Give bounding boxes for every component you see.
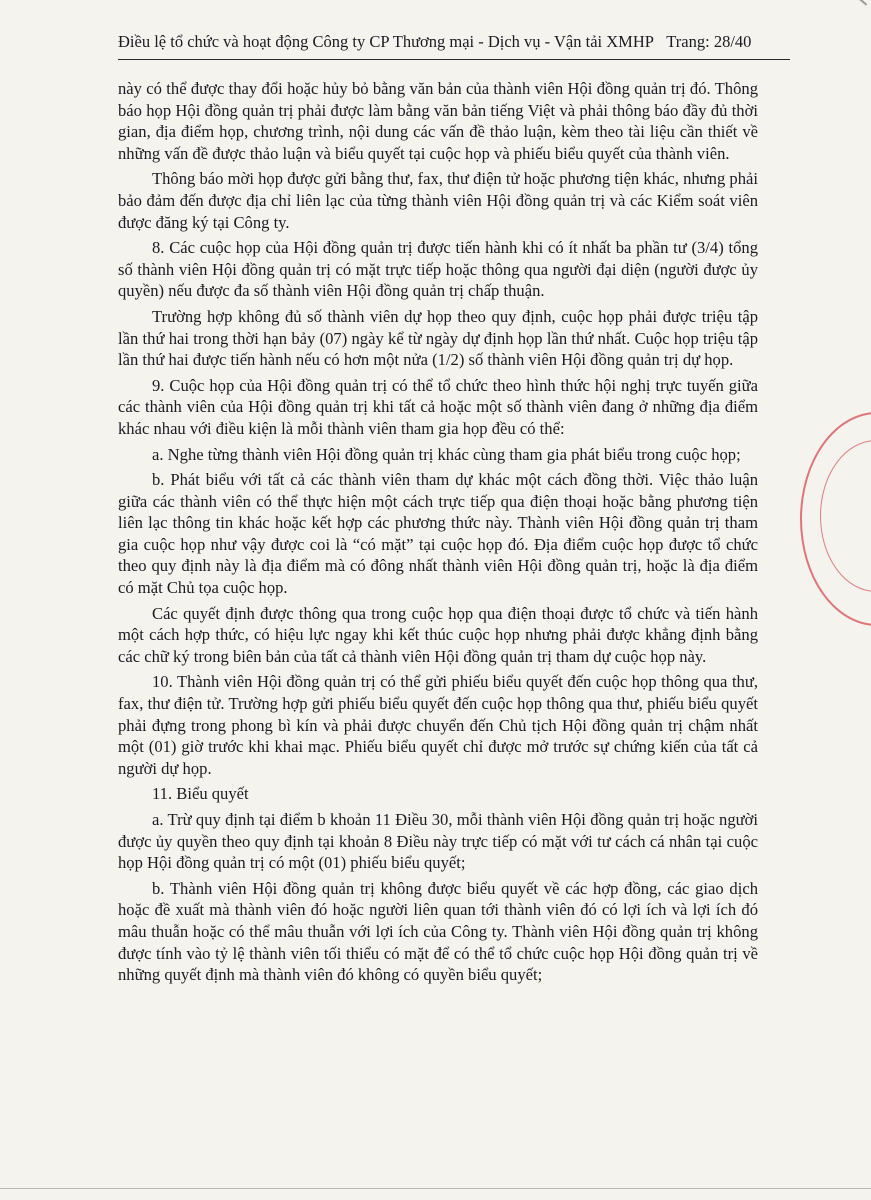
header-title: Điều lệ tổ chức và hoạt động Công ty CP Thương mại - Dịch vụ - Vận tải XMHP [118, 32, 654, 51]
paragraph: a. Nghe từng thành viên Hội đồng quản trị khác cùng tham gia phát biểu trong cuộc họp; [152, 444, 741, 464]
paragraph: 9. Cuộc họp của Hội đồng quản trị có thể tổ chức theo hình thức hội nghị trực tuyến giữa các thành viên của Hội đồng quản trị khi tất cả hoặc một số thành viên đang ở những địa điểm khác nhau với điều kiện là mỗi thành viên tham gia họp đều có thể: [118, 375, 758, 438]
header-rule [118, 59, 790, 60]
paragraph: Thông báo mời họp được gửi bằng thư, fax, thư điện tử hoặc phương tiện khác, nhưng phải bảo đảm đến được địa chỉ liên lạc của từng thành viên Hội đồng quản trị và các Kiểm soát viên được đăng ký tại Công ty. [118, 169, 758, 232]
page-number: Trang: 28/40 [666, 32, 752, 51]
scan-mark [857, 0, 867, 6]
paragraph: b. Phát biểu với tất cả các thành viên tham dự khác một cách đồng thời. Việc thảo luận giữa các thành viên có thể thực hiện một cách trực tiếp qua điện thoại hoặc bằng phương tiện liên lạc thông tin khác hoặc kết hợp các phương thức này. Thành viên Hội đồng quản trị tham gia cuộc họp như vậy được coi là “có mặt” tại cuộc họp đó. Địa điểm cuộc họp được tổ chức theo quy định này là địa điểm mà có đông nhất thành viên Hội đồng quản trị, hoặc là địa điểm có mặt Chủ tọa cuộc họp. [118, 470, 758, 598]
page-header [118, 32, 790, 52]
paragraph: a. Trừ quy định tại điểm b khoản 11 Điều 30, mỗi thành viên Hội đồng quản trị hoặc người được ủy quyền theo quy định tại khoản 8 Điều này trực tiếp có mặt với tư cách cá nhân tại cuộc họp Hội đồng quản trị có một (01) phiếu biểu quyết; [118, 810, 758, 873]
paragraph: Các quyết định được thông qua trong cuộc họp qua điện thoại được tổ chức và tiến hành một cách hợp thức, có hiệu lực ngay khi kết thúc cuộc họp nhưng phải được khẳng định bằng các chữ ký trong biên bản của tất cả thành viên Hội đồng quản trị tham dự cuộc họp này. [118, 603, 758, 666]
paragraph: Trường hợp không đủ số thành viên dự họp theo quy định, cuộc họp phải được triệu tập lần thứ hai trong thời hạn bảy (07) ngày kể từ ngày dự định họp lần thứ nhất. Cuộc họp triệu tập lần thứ hai được tiến hành nếu có hơn một nửa (1/2) số thành viên Hội đồng quản trị dự họp. [118, 306, 758, 370]
paragraph: 8. Các cuộc họp của Hội đồng quản trị được tiến hành khi có ít nhất ba phần tư (3/4) tổng số thành viên Hội đồng quản trị có mặt trực tiếp hoặc thông qua người đại diện (người được ủy quyền) nếu được đa số thành viên Hội đồng quản trị chấp thuận. [118, 238, 758, 301]
scan-edge-line [0, 1188, 871, 1189]
paragraph: 10. Thành viên Hội đồng quản trị có thể gửi phiếu biểu quyết đến cuộc họp thông qua thư, fax, thư điện tử. Trường hợp gửi phiếu biểu quyết đến cuộc họp thông qua thư, phiếu biểu quyết phải đựng trong phong bì kín và phải được chuyển đến Chủ tịch Hội đồng quản trị chậm nhất một (01) giờ trước khi khai mạc. Phiếu biểu quyết chỉ được mở trước sự chứng kiến của tất cả người dự họp. [118, 672, 758, 778]
paragraph: 11. Biểu quyết [152, 784, 249, 804]
paragraph: b. Thành viên Hội đồng quản trị không được biểu quyết về các hợp đồng, các giao dịch hoặc đề xuất mà thành viên đó hoặc người liên quan tới thành viên đó có lợi ích và lợi ích đó mâu thuẫn hoặc có thể mâu thuẫn với lợi ích của Công ty. Thành viên Hội đồng quản trị không được tính vào tỷ lệ thành viên tối thiểu có mặt để có thể tổ chức cuộc họp Hội đồng quản trị về những quyết định mà thành viên đó không có quyền biểu quyết; [118, 878, 758, 985]
document-body [118, 78, 758, 990]
paragraph: này có thể được thay đổi hoặc hủy bỏ bằng văn bản của thành viên Hội đồng quản trị đó. Thông báo họp Hội đồng quản trị phải được làm bằng văn bản tiếng Việt và phải thông báo đầy đủ thời gian, địa điểm họp, chương trình, nội dung các vấn đề thảo luận, kèm theo tài liệu cần thiết về những vấn đề được thảo luận và biểu quyết tại cuộc họp và phiếu biểu quyết của thành viên. [118, 79, 758, 163]
